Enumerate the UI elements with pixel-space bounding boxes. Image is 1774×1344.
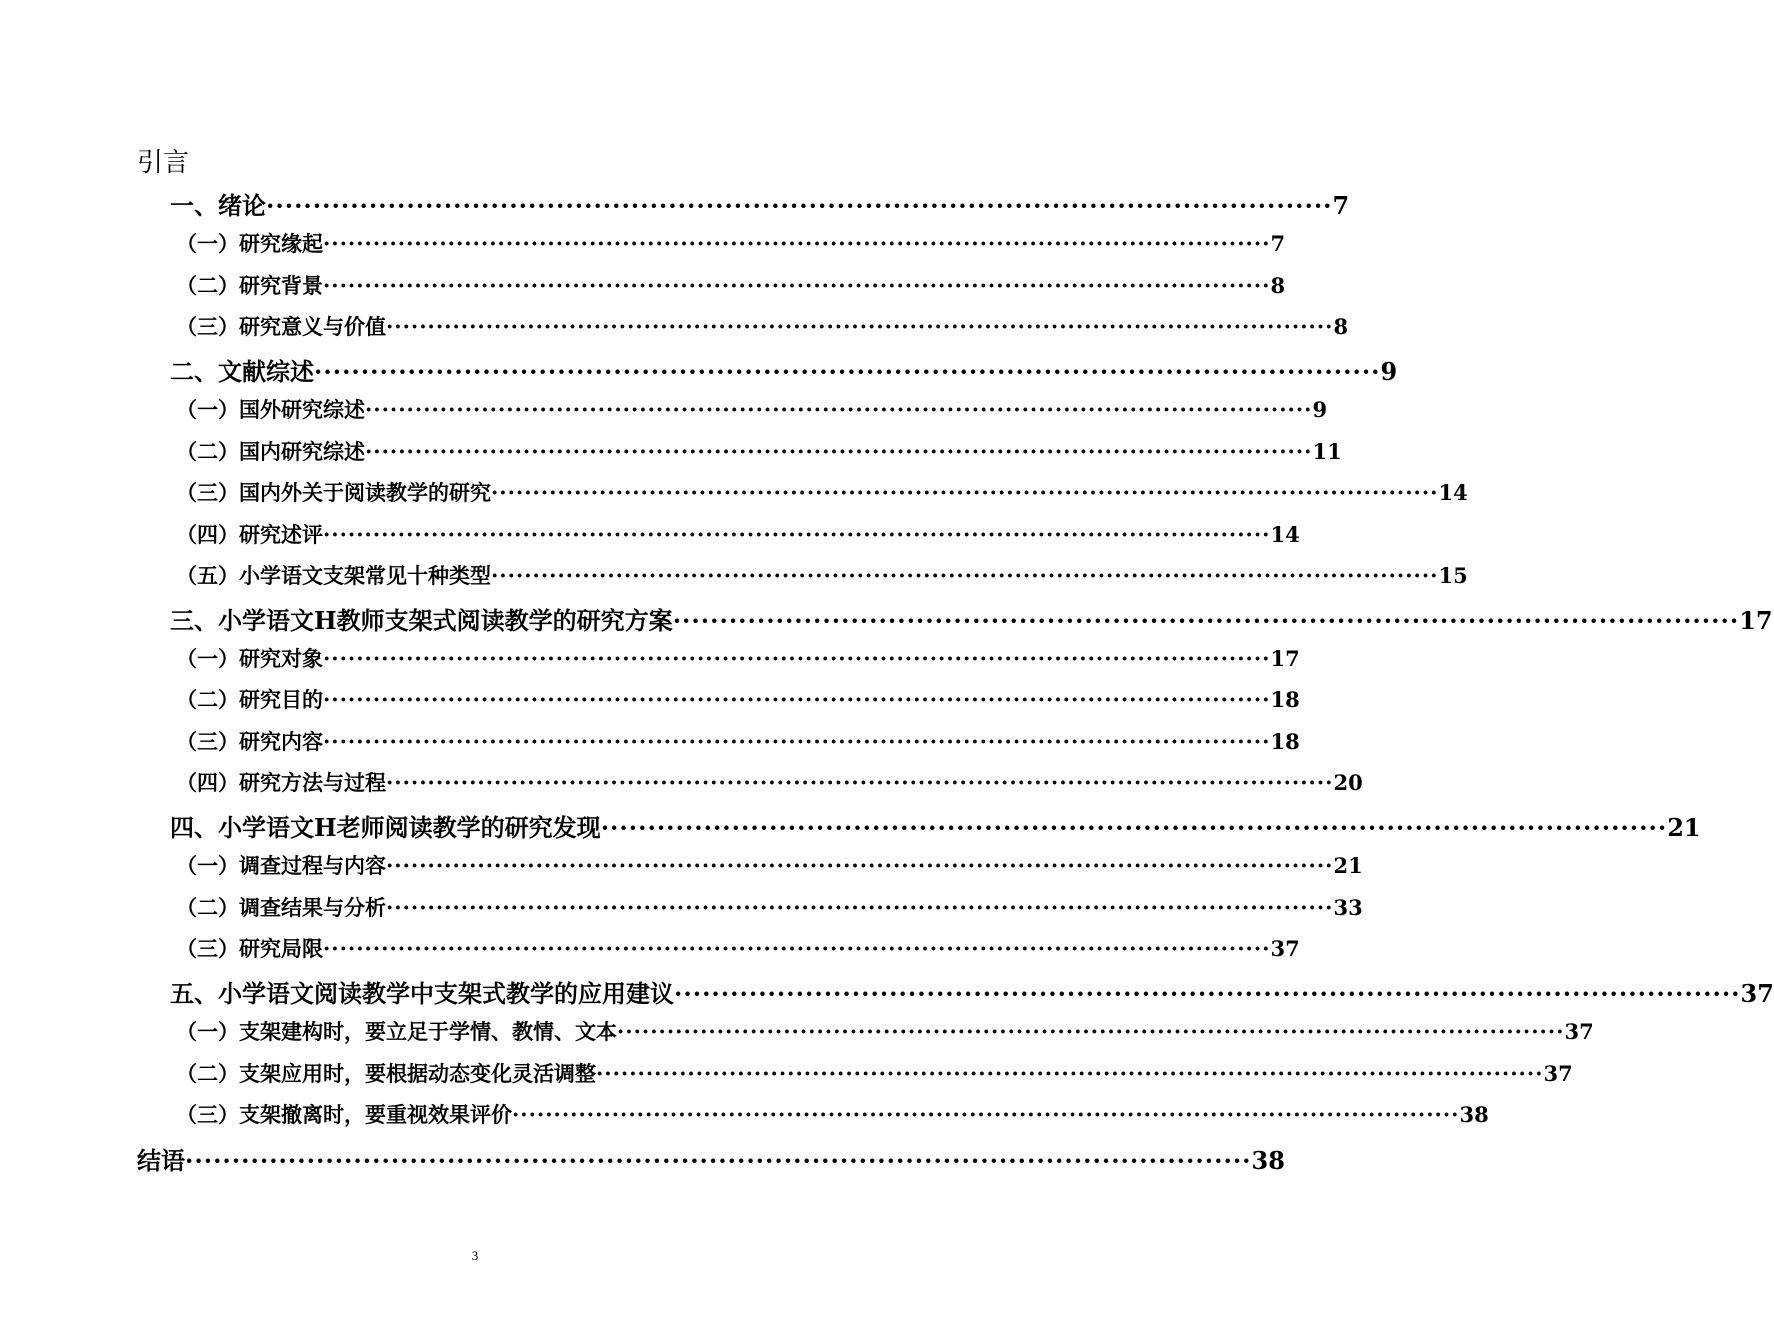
toc-entry-page: 9 <box>1380 357 1398 386</box>
toc-entry-page: 8 <box>1270 273 1286 298</box>
toc-entry-section-1-3[interactable] <box>176 311 1349 341</box>
toc-leader-dots: ·················································································································· <box>386 314 1334 339</box>
toc-intro-heading: 引言 <box>137 148 190 178</box>
toc-entry-chapter-2[interactable] <box>170 352 1398 387</box>
toc-entry-section-3-1[interactable] <box>176 643 1300 673</box>
toc-entry-page: 17 <box>1270 646 1300 671</box>
toc-entry-label: （二）研究背景 <box>176 273 323 298</box>
toc-entry-page: 20 <box>1333 770 1363 795</box>
toc-entry-section-1-2[interactable] <box>176 270 1286 300</box>
toc-leader-dots: ·················································································································· <box>491 563 1439 588</box>
toc-leader-dots: ·················································································································· <box>323 687 1271 712</box>
toc-entry-page: 14 <box>1270 522 1300 547</box>
toc-entry-label: （四）研究述评 <box>176 522 323 547</box>
toc-entry-label: （三）研究意义与价值 <box>176 314 386 339</box>
toc-entry-label: （二）研究目的 <box>176 687 323 712</box>
toc-entry-page: 18 <box>1270 729 1300 754</box>
toc-leader-dots: ·················································································································· <box>386 853 1334 878</box>
toc-entry-page: 33 <box>1333 895 1363 920</box>
toc-entry-chapter-4[interactable] <box>170 808 1701 843</box>
toc-entry-label: （一）支架建构时，要立足于学情、教情、文本 <box>176 1019 617 1044</box>
toc-entry-label: 四、小学语文H老师阅读教学的研究发现 <box>170 813 601 842</box>
toc-entry-conclusion[interactable] <box>137 1141 1285 1176</box>
toc-entry-label: 二、文献综述 <box>170 357 314 386</box>
toc-leader-dots: ·················································································································· <box>323 729 1271 754</box>
toc-entry-label: 结语 <box>137 1146 185 1175</box>
toc-entry-chapter-5[interactable] <box>170 974 1774 1009</box>
toc-leader-dots: ·················································································································· <box>365 439 1313 464</box>
toc-leader-dots: ·················································································································· <box>266 191 1333 220</box>
toc-entry-chapter-1[interactable] <box>170 186 1350 221</box>
toc-leader-dots: ·················································································································· <box>323 646 1271 671</box>
toc-entry-page: 37 <box>1543 1061 1573 1086</box>
toc-entry-section-4-2[interactable] <box>176 892 1363 922</box>
toc-leader-dots: ·················································································································· <box>512 1102 1460 1127</box>
toc-entry-page: 7 <box>1332 191 1350 220</box>
toc-leader-dots: ·················································································································· <box>323 273 1271 298</box>
toc-entry-section-2-2[interactable] <box>176 436 1342 466</box>
toc-entry-section-2-3[interactable] <box>176 477 1468 507</box>
toc-entry-section-1-1[interactable] <box>176 228 1286 258</box>
toc-leader-dots: ·················································································································· <box>314 357 1381 386</box>
toc-entry-label: （二）调查结果与分析 <box>176 895 386 920</box>
toc-leader-dots: ·················································································································· <box>323 936 1271 961</box>
toc-leader-dots: ·················································································································· <box>386 895 1334 920</box>
toc-leader-dots: ·················································································································· <box>323 231 1271 256</box>
toc-entry-chapter-3[interactable] <box>170 601 1773 636</box>
toc-entry-section-5-1[interactable] <box>176 1016 1594 1046</box>
toc-entry-page: 38 <box>1459 1102 1489 1127</box>
toc-entry-section-4-1[interactable] <box>176 850 1363 880</box>
toc-entry-label: 三、小学语文H教师支架式阅读教学的研究方案 <box>170 606 673 635</box>
toc-entry-section-4-3[interactable] <box>176 933 1300 963</box>
toc-entry-page: 15 <box>1438 563 1468 588</box>
toc-entry-page: 21 <box>1667 813 1701 842</box>
toc-leader-dots: ·················································································································· <box>596 1061 1544 1086</box>
page-number: 3 <box>471 1248 479 1263</box>
toc-entry-label: （一）研究缘起 <box>176 231 323 256</box>
toc-entry-label: （五）小学语文支架常见十种类型 <box>176 563 491 588</box>
toc-entry-page: 37 <box>1564 1019 1594 1044</box>
toc-entry-label: 五、小学语文阅读教学中支架式教学的应用建议 <box>170 979 674 1008</box>
toc-entry-label: （一）国外研究综述 <box>176 397 365 422</box>
toc-entry-label: （二）支架应用时，要根据动态变化灵活调整 <box>176 1061 596 1086</box>
toc-leader-dots: ·················································································································· <box>185 1146 1252 1175</box>
toc-entry-section-5-3[interactable] <box>176 1099 1489 1129</box>
toc-entry-label: （一）调查过程与内容 <box>176 853 386 878</box>
toc-leader-dots: ·················································································································· <box>386 770 1334 795</box>
toc-entry-section-3-3[interactable] <box>176 726 1300 756</box>
toc-leader-dots: ·················································································································· <box>600 813 1668 842</box>
toc-entry-section-3-2[interactable] <box>176 684 1300 714</box>
toc-entry-label: 一、绪论 <box>170 191 266 220</box>
toc-entry-section-2-4[interactable] <box>176 519 1300 549</box>
toc-leader-dots: ·················································································································· <box>672 606 1740 635</box>
toc-entry-page: 38 <box>1251 1146 1285 1175</box>
toc-entry-page: 21 <box>1333 853 1363 878</box>
toc-entry-label: （三）研究内容 <box>176 729 323 754</box>
toc-entry-page: 11 <box>1312 439 1342 464</box>
toc-leader-dots: ·················································································································· <box>323 522 1271 547</box>
toc-entry-label: （一）研究对象 <box>176 646 323 671</box>
toc-leader-dots: ·················································································································· <box>491 480 1439 505</box>
toc-entry-label: （四）研究方法与过程 <box>176 770 386 795</box>
toc-entry-section-2-1[interactable] <box>176 394 1328 424</box>
toc-entry-label: （三）国内外关于阅读教学的研究 <box>176 480 491 505</box>
toc-leader-dots: ·················································································································· <box>617 1019 1565 1044</box>
toc-entry-section-3-4[interactable] <box>176 767 1363 797</box>
toc-leader-dots: ·················································································································· <box>365 397 1313 422</box>
toc-entry-label: （三）研究局限 <box>176 936 323 961</box>
toc-entry-page: 37 <box>1270 936 1300 961</box>
toc-entry-page: 18 <box>1270 687 1300 712</box>
toc-entry-page: 14 <box>1438 480 1468 505</box>
toc-entry-section-2-5[interactable] <box>176 560 1468 590</box>
toc-entry-page: 8 <box>1333 314 1349 339</box>
toc-entry-section-5-2[interactable] <box>176 1058 1573 1088</box>
toc-entry-page: 9 <box>1312 397 1328 422</box>
toc-entry-page: 17 <box>1739 606 1773 635</box>
toc-entry-label: （三）支架撤离时，要重视效果评价 <box>176 1102 512 1127</box>
toc-leader-dots: ·················································································································· <box>674 979 1741 1008</box>
toc-entry-page: 7 <box>1270 231 1286 256</box>
toc-entry-label: （二）国内研究综述 <box>176 439 365 464</box>
toc-entry-page: 37 <box>1740 979 1774 1008</box>
